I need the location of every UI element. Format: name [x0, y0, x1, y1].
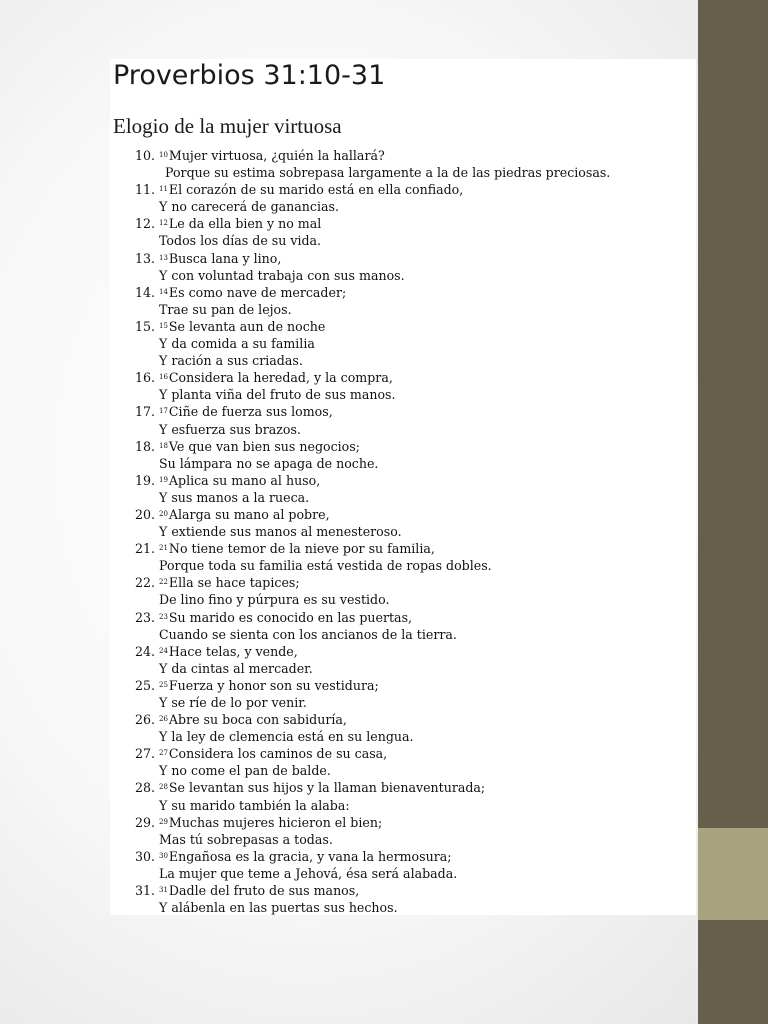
verse-text: Ciñe de fuerza sus lomos, — [168, 404, 333, 420]
verse-text: Le da ella bien y no mal — [168, 216, 322, 232]
verse-text: Engañosa es la gracia, y vana la hermosura; — [168, 848, 452, 864]
verse-text: Porque toda su familia está vestida de ropas dobles. — [159, 558, 492, 574]
verse-item — [110, 779, 696, 813]
verse-line — [159, 506, 696, 523]
verse-line — [159, 728, 696, 745]
verse-text: Su lámpara no se apaga de noche. — [159, 455, 379, 471]
verse-number: 30. — [134, 848, 155, 864]
verse-superscript: 18 — [159, 441, 168, 450]
verse-number: 12. — [134, 216, 155, 232]
verse-item — [110, 369, 696, 403]
verse-superscript: 26 — [159, 715, 168, 724]
verse-superscript: 17 — [159, 407, 168, 416]
verse-superscript: 12 — [159, 219, 168, 228]
verse-line — [159, 882, 696, 899]
verse-line — [159, 421, 696, 438]
verse-item — [110, 318, 696, 369]
verse-item — [110, 250, 696, 284]
verse-item — [110, 540, 696, 574]
verse-line — [159, 797, 696, 814]
verse-text: Abre su boca con sabiduría, — [168, 712, 347, 728]
verse-superscript: 24 — [159, 646, 168, 655]
verse-list — [110, 147, 696, 916]
verse-line — [159, 250, 696, 267]
verse-text: Alarga su mano al pobre, — [168, 506, 330, 522]
verse-line — [159, 284, 696, 301]
verse-line — [159, 899, 696, 916]
verse-line — [159, 267, 696, 284]
verse-line — [159, 762, 696, 779]
verse-text: Trae su pan de lejos. — [159, 301, 292, 317]
verse-superscript: 19 — [159, 475, 168, 484]
verse-number: 13. — [134, 250, 155, 266]
verse-number: 21. — [134, 541, 155, 557]
verse-superscript: 31 — [159, 886, 168, 895]
verse-text: De lino fino y púrpura es su vestido. — [159, 592, 390, 608]
verse-item — [110, 147, 696, 181]
verse-line — [159, 557, 696, 574]
verse-line — [159, 181, 696, 198]
verse-superscript: 27 — [159, 749, 168, 758]
verse-superscript: 13 — [159, 253, 168, 262]
verse-number: 19. — [134, 472, 155, 488]
verse-text: Cuando se sienta con los ancianos de la tierra. — [159, 626, 457, 642]
verse-superscript: 15 — [159, 321, 168, 330]
verse-item — [110, 403, 696, 437]
verse-superscript: 10 — [159, 151, 168, 159]
verse-text: Fuerza y honor son su vestidura; — [168, 677, 379, 693]
verse-line — [159, 677, 696, 694]
verse-text: La mujer que teme a Jehová, ésa será alabada. — [159, 865, 458, 881]
side-accent-block — [698, 828, 768, 920]
verse-line — [159, 352, 696, 369]
verse-item — [110, 609, 696, 643]
verse-text: Y no come el pan de balde. — [159, 763, 331, 779]
verse-text: Y la ley de clemencia está en su lengua. — [159, 729, 414, 745]
verse-line — [159, 164, 696, 181]
verse-text: Se levantan sus hijos y la llaman bienaventurada; — [168, 780, 486, 796]
page-subtitle: Elogio de la mujer virtuosa — [113, 114, 342, 138]
verse-item — [110, 643, 696, 677]
verse-line — [159, 814, 696, 831]
verse-text: Ve que van bien sus negocios; — [168, 438, 360, 454]
verse-line — [159, 865, 696, 882]
verse-item — [110, 438, 696, 472]
verse-text: Y planta viña del fruto de sus manos. — [159, 387, 396, 403]
verse-item — [110, 711, 696, 745]
verse-line — [159, 779, 696, 796]
verse-line — [159, 386, 696, 403]
verse-item — [110, 814, 696, 848]
verse-number: 31. — [134, 883, 155, 899]
verse-line — [159, 711, 696, 728]
verse-item — [110, 284, 696, 318]
verse-line — [159, 472, 696, 489]
verse-item — [110, 215, 696, 249]
verse-text: El corazón de su marido está en ella confiado, — [168, 182, 464, 198]
verse-item — [110, 848, 696, 882]
verse-line — [159, 831, 696, 848]
verse-number: 10. — [134, 148, 155, 163]
verse-text: Y ración a sus criadas. — [159, 353, 303, 369]
verse-line — [159, 369, 696, 386]
verse-line — [159, 215, 696, 232]
verse-superscript: 28 — [159, 783, 168, 792]
verse-text: Y da comida a su familia — [159, 336, 315, 352]
verse-superscript: 30 — [159, 851, 168, 860]
verse-line — [159, 848, 696, 865]
verse-number: 17. — [134, 404, 155, 420]
verse-item — [110, 677, 696, 711]
verse-text: Y se ríe de lo por venir. — [159, 695, 307, 710]
verse-text: Y su marido también la alaba: — [159, 797, 350, 813]
verse-text: Mas tú sobrepasas a todas. — [159, 831, 333, 847]
verse-line — [159, 403, 696, 420]
verse-text: Y con voluntad trabaja con sus manos. — [159, 267, 405, 283]
verse-text: Y alábenla en las puertas sus hechos. — [159, 900, 398, 916]
verse-number: 22. — [134, 575, 155, 591]
verse-text: Aplica su mano al huso, — [168, 472, 321, 488]
verse-number: 23. — [134, 609, 155, 625]
verse-line — [159, 626, 696, 643]
verse-line — [159, 694, 696, 711]
verse-line — [159, 301, 696, 318]
verse-number: 18. — [134, 438, 155, 454]
verse-text: Y no carecerá de ganancias. — [159, 199, 339, 215]
verse-line — [159, 609, 696, 626]
verse-number: 24. — [134, 643, 155, 659]
verse-number: 20. — [134, 506, 155, 522]
verse-superscript: 29 — [159, 817, 168, 826]
verse-superscript: 25 — [159, 680, 168, 689]
verse-line — [159, 745, 696, 762]
verse-superscript: 20 — [159, 509, 168, 518]
verse-line — [159, 455, 696, 472]
verse-text: Considera los caminos de su casa, — [168, 746, 388, 762]
verse-number: 26. — [134, 712, 155, 728]
verse-text: Busca lana y lino, — [168, 250, 282, 266]
verse-superscript: 11 — [159, 185, 168, 194]
verse-text: Su marido es conocido en las puertas, — [168, 609, 413, 625]
verse-line — [159, 489, 696, 506]
verse-number: 14. — [134, 284, 155, 300]
verse-number: 16. — [134, 370, 155, 386]
verse-line — [159, 438, 696, 455]
verse-line — [159, 591, 696, 608]
verse-text: No tiene temor de la nieve por su familia, — [168, 541, 435, 557]
verse-line — [159, 574, 696, 591]
verse-number: 27. — [134, 746, 155, 762]
verse-text: Y extiende sus manos al menesteroso. — [159, 524, 402, 540]
verse-superscript: 23 — [159, 612, 168, 621]
verse-item — [110, 882, 696, 916]
verse-line — [159, 318, 696, 335]
verse-text: Mujer virtuosa, ¿quién la hallará? — [168, 148, 385, 163]
verse-superscript: 16 — [159, 373, 168, 382]
verse-superscript: 14 — [159, 287, 168, 296]
verse-line — [159, 147, 696, 164]
verse-item — [110, 472, 696, 506]
verse-text: Dadle del fruto de sus manos, — [168, 883, 360, 899]
verse-item — [110, 574, 696, 608]
verse-text: Se levanta aun de noche — [168, 318, 326, 334]
verse-line — [159, 523, 696, 540]
verse-item — [110, 506, 696, 540]
verse-number: 29. — [134, 814, 155, 830]
verse-line — [159, 540, 696, 557]
verse-item — [110, 181, 696, 215]
verse-number: 15. — [134, 318, 155, 334]
verse-item — [110, 745, 696, 779]
verse-text: Es como nave de mercader; — [168, 284, 347, 300]
verse-superscript: 22 — [159, 578, 168, 587]
verse-line — [159, 198, 696, 215]
verse-number: 28. — [134, 780, 155, 796]
verse-line — [159, 643, 696, 660]
verse-number: 25. — [134, 677, 155, 693]
verse-text: Porque su estima sobrepasa largamente a la de las piedras preciosas. — [165, 165, 611, 181]
verse-text: Hace telas, y vende, — [168, 643, 298, 659]
verse-number: 11. — [134, 182, 155, 198]
verse-line — [159, 232, 696, 249]
verse-line — [159, 660, 696, 677]
verse-text: Y esfuerza sus brazos. — [159, 421, 301, 437]
verse-text: Y da cintas al mercader. — [159, 660, 313, 676]
page-title: Proverbios 31:10-31 — [113, 60, 386, 91]
verse-text: Considera la heredad, y la compra, — [168, 370, 393, 386]
verse-text: Ella se hace tapices; — [168, 575, 300, 591]
verse-text: Todos los días de su vida. — [159, 233, 322, 249]
verse-text: Muchas mujeres hicieron el bien; — [168, 814, 383, 830]
verse-superscript: 21 — [159, 544, 168, 553]
verse-text: Y sus manos a la rueca. — [159, 489, 310, 505]
verse-line — [159, 335, 696, 352]
